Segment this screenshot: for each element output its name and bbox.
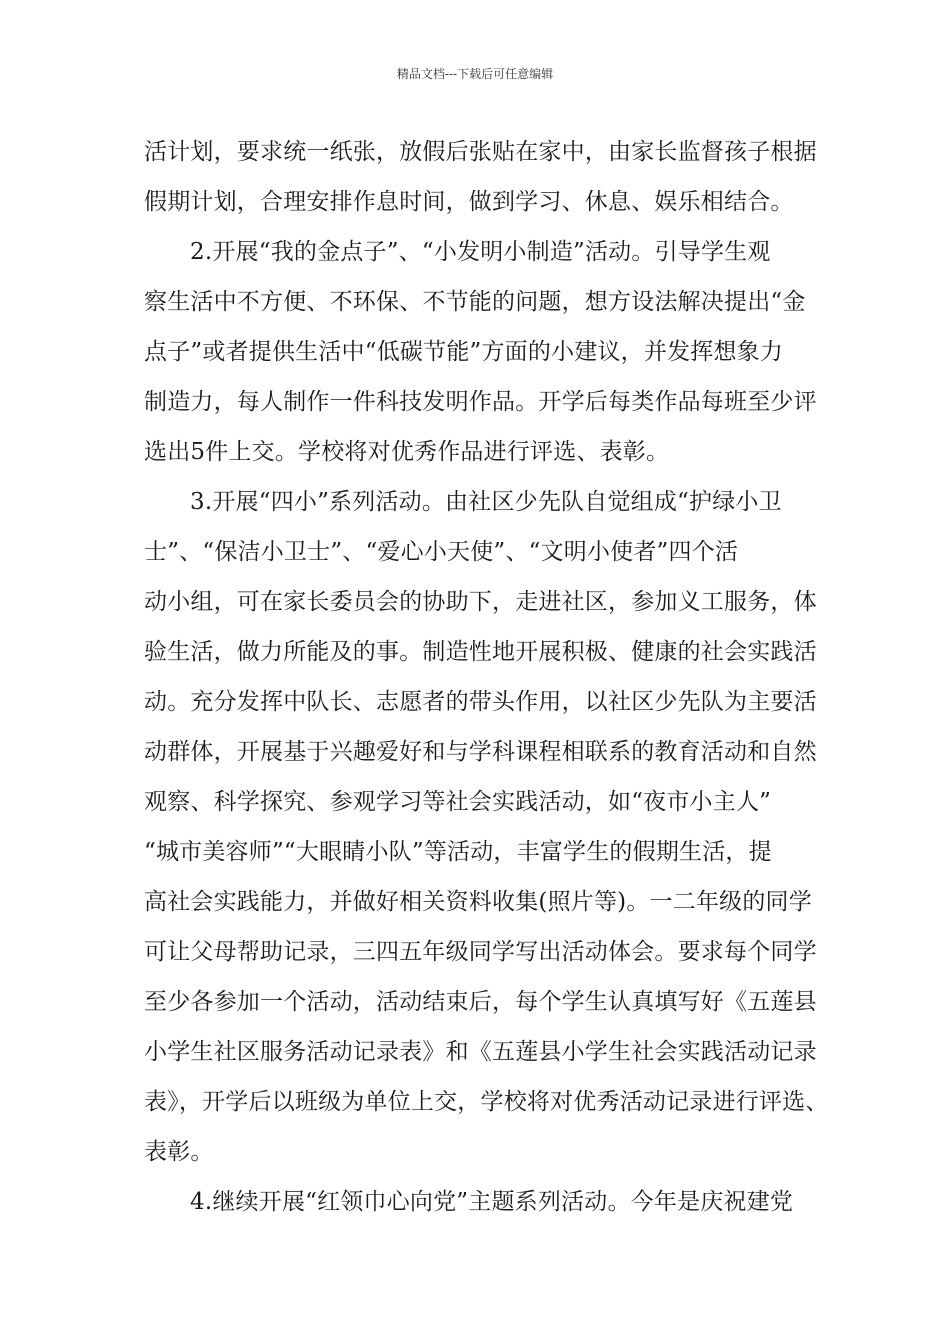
- paragraph-start-line: 4.继续开展“红领巾心向党”主题系列活动。今年是庆祝建党: [190, 1189, 794, 1215]
- text-line: 动群体，开展基于兴趣爱好和与学科课程相联系的教育活动和自然: [144, 739, 817, 765]
- text-line: 动。充分发挥中队长、志愿者的带头作用，以社区少先队为主要活: [144, 689, 817, 715]
- page-header: 精品文档---下载后可任意编辑: [396, 67, 554, 81]
- paragraph-start-line: 2.开展“我的金点子”、“小发明小制造”活动。引导学生观: [190, 239, 771, 265]
- text-line: 察生活中不方便、不环保、不节能的问题，想方设法解决提出“金: [144, 289, 806, 315]
- text-line: 至少各参加一个活动，活动结束后，每个学生认真填写好《五莲县: [144, 989, 817, 1015]
- text-line: 高社会实践能力，并做好相关资料收集(照片等)。一二年级的同学: [144, 889, 812, 915]
- paragraph-start-line: 3.开展“四小”系列活动。由社区少先队自觉组成“护绿小卫: [190, 489, 782, 515]
- text-line: 验生活，做力所能及的事。制造性地开展积极、健康的社会实践活: [144, 639, 817, 665]
- text-line: 点子”或者提供生活中“低碳节能”方面的小建议，并发挥想象力: [144, 339, 784, 365]
- text-line: 士”、“保洁小卫士”、“爱心小天使”、“文明小使者”四个活: [144, 539, 739, 565]
- text-line: 活计划，要求统一纸张，放假后张贴在家中，由家长监督孩子根据: [144, 139, 817, 165]
- text-line: 表彰。: [144, 1139, 214, 1165]
- text-line: 动小组，可在家长委员会的协助下，走进社区，参加义工服务，体: [144, 589, 817, 615]
- text-line: 选出5件上交。学校将对优秀作品进行评选、表彰。: [144, 439, 670, 465]
- text-line: 观察、科学探究、参观学习等社会实践活动，如“夜市小主人”: [144, 789, 772, 815]
- text-line: 制造力，每人制作一件科技发明作品。开学后每类作品每班至少评: [144, 389, 817, 415]
- text-line: 假期计划，合理安排作息时间，做到学习、休息、娱乐相结合。: [144, 189, 794, 215]
- text-line: “城市美容师”“大眼睛小队”等活动，丰富学生的假期生活，提: [144, 839, 772, 865]
- text-line: 可让父母帮助记录，三四五年级同学写出活动体会。要求每个同学: [144, 939, 817, 965]
- text-line: 表》，开学后以班级为单位上交，学校将对优秀活动记录进行评选、: [144, 1089, 829, 1115]
- text-line: 小学生社区服务活动记录表》和《五莲县小学生社会实践活动记录: [144, 1039, 817, 1065]
- document-body: [144, 127, 834, 1227]
